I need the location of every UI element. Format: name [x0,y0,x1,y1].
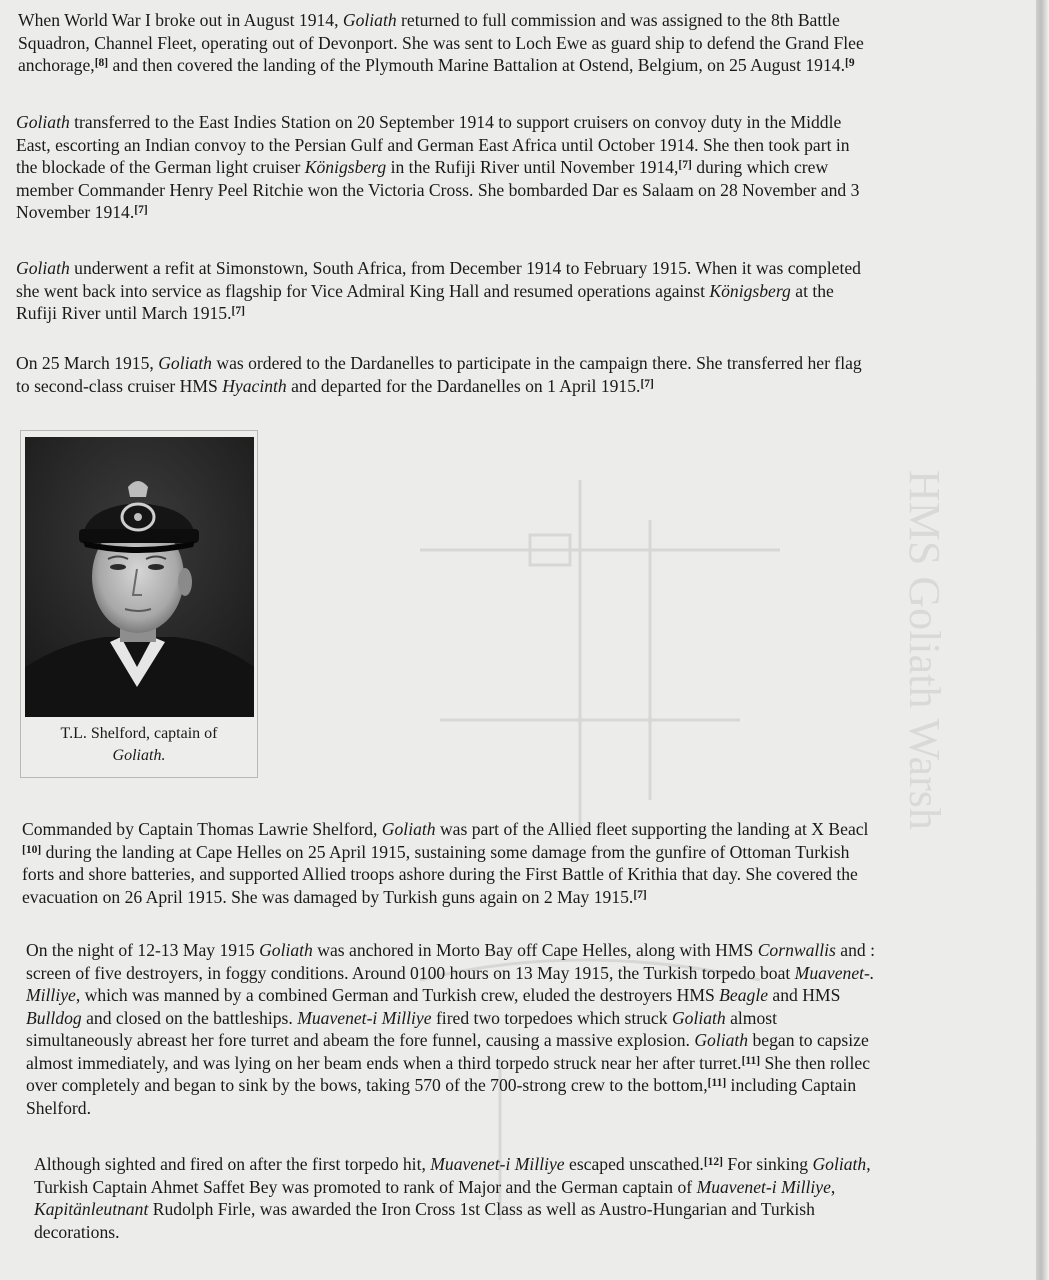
ship-name: Hyacinth [222,375,287,396]
paragraph-6-line-1: On the night of 12-13 May 1915 Goliath was anchored in Morto Bay off Cape Helles, along with HMS Cornwallis and : [26,940,875,960]
portrait-figure [20,430,258,778]
paragraph-6-line-6: almost immediately, and was lying on her beam ends when a third torpedo struck near her after turret.[11] She then rollec [26,1052,871,1073]
citation-link[interactable]: [11] [741,1054,761,1067]
paragraph-6-line-3: Milliye, which was manned by a combined German and Turkish crew, eluded the destroyers HMS Beagle and HMS [26,985,841,1005]
citation-link[interactable]: [7] [231,305,245,317]
portrait-photo [25,437,254,717]
citation-link[interactable]: [12] [703,1156,724,1168]
citation-link[interactable]: [7] [640,377,654,390]
ship-name: Goliath [342,10,397,30]
paragraph-6-line-8: Shelford. [26,1097,91,1118]
citation-link[interactable]: [7] [633,888,647,901]
ship-name: Cornwallis [757,940,836,960]
paragraph-5-line-4: evacuation on 26 April 1915. She was damaged by Turkish guns again on 2 May 1915.[7] [22,886,647,907]
ship-name: Beagle [719,985,769,1005]
paragraph-5-line-1: Commanded by Captain Thomas Lawrie Shelford, Goliath was part of the Allied fleet supporting the landing at X Beacl [22,819,869,839]
paragraph-6-line-4: Bulldog and closed on the battleships. Muavenet-i Milliye fired two torpedoes which struck Goliath almost [26,1007,778,1028]
paragraph-4-line-1: On 25 March 1915, Goliath was ordered to the Dardanelles to participate in the campaign there. She transferred her flag [16,353,862,373]
ship-name: Goliath [381,819,436,839]
watermark-text: HMS Goliath Warsh [900,470,949,830]
citation-link[interactable]: [10] [22,843,42,856]
paragraph-7 [34,1153,1036,1243]
ship-name: Muavenet-i Milliye [430,1154,565,1174]
citation-link[interactable]: [7] [134,204,148,216]
paragraph-1-line-3: anchorage,[8] and then covered the landing of the Plymouth Marine Battalion at Ostend, Belgium, on 25 August 1914.$^{[9}$ [18,55,855,75]
ship-name: Goliath [259,940,313,960]
paragraph-5-line-2: [10] during the landing at Cape Helles on 25 April 1915, sustaining some damage from the gunfire of Ottoman Turkish [22,841,850,862]
paragraph-6-line-7: over completely and began to sink by the bows, taking 570 of the 700-strong crew to the bottom,[11] including Captain [26,1075,857,1095]
ship-name: Muavenet-. [794,962,875,983]
citation-link[interactable]: [11] [707,1077,727,1089]
ship-name: Goliath [16,112,70,132]
paragraph-3-line-3: Rufiji River until March 1915.[7] [16,303,245,323]
paragraph-3-line-1: Goliath underwent a refit at Simonstown, South Africa, from December 1914 to February 1915. When it was completed [16,258,861,278]
paragraph-5 [22,818,1036,908]
ship-name: Bulldog [26,1007,82,1028]
ship-name: Königsberg [304,157,387,177]
ship-name: Goliath [158,353,212,373]
ship-name: Goliath [16,258,70,278]
rank-title: Kapitänleutnant [34,1199,149,1219]
paragraph-2-line-1: Goliath transferred to the East Indies Station on 20 September 1914 to support cruisers on convoy duty in the Middle [16,112,842,132]
caption-line-2: Goliath. [112,747,166,764]
ship-name: Muavenet-i Milliye [297,1007,432,1028]
figure-caption [21,723,257,767]
paragraph-2 [16,111,1036,224]
paragraph-7-line-2: Turkish Captain Ahmet Saffet Bey was promoted to rank of Major and the German captain of Muavenet-i Milliye, [34,1176,836,1197]
ship-name: Königsberg [709,280,791,301]
paragraph-6-line-5: simultaneously abreast her fore turret and abeam the fore funnel, causing a massive explosion. Goliath began to capsize [26,1030,869,1050]
paragraph-7-line-3: Kapitänleutnant Rudolph Firle, was awarded the Iron Cross 1st Class as well as Austro-Hungarian and Turkish [34,1199,815,1219]
paragraph-5-line-3: forts and shore batteries, and supported Allied troops ashore during the First Battle of Krithia that day. She covered the [22,864,858,884]
ship-name: Muavenet-i Milliye [696,1176,831,1197]
paragraph-1-line-1: When World War I broke out in August 1914, Goliath returned to full commission and was assigned to the 8th Battle [18,10,840,30]
paragraph-2-line-5: November 1914.[7] [16,202,148,222]
citation-link[interactable]: [9 [844,57,855,69]
paragraph-7-line-1: Although sighted and fired on after the first torpedo hit, Muavenet-i Milliye escaped unscathed.[12] For sinking Goliath, [34,1154,871,1174]
paragraph-6 [26,939,1036,1119]
paragraph-3 [16,257,1036,325]
ship-name: Goliath [671,1007,726,1028]
paragraph-7-line-4: decorations. [34,1221,120,1242]
ship-name: Goliath [812,1154,867,1174]
ship-name: Goliath [694,1030,749,1050]
citation-link[interactable]: [7] [678,159,692,171]
paragraph-3-line-2: she went back into service as flagship for Vice Admiral King Hall and resumed operations against Königsberg at the [16,280,834,301]
paragraph-4-line-2: to second-class cruiser HMS Hyacinth and departed for the Dardanelles on 1 April 1915.[7] [16,375,654,396]
ship-name: Milliye [26,985,76,1005]
paragraph-6-line-2: screen of five destroyers, in foggy conditions. Around 0100 hours on 13 May 1915, the Turkish torpedo boat Muavenet-. [26,962,875,983]
paragraph-4 [16,352,1036,397]
page-edge [1036,0,1049,1280]
paragraph-2-line-3: the blockade of the German light cruiser Königsberg in the Rufiji River until November 1914,[7] during which crew [16,157,829,177]
caption-line-1: T.L. Shelford, captain of [60,725,218,742]
citation-link[interactable]: [8] [94,57,109,69]
paragraph-2-line-2: East, escorting an Indian convoy to the Persian Gulf and German East Africa until October 1914. She then took part in [16,134,850,155]
paragraph-1 [18,9,1036,77]
paragraph-2-line-4: member Commander Henry Peel Ritchie won the Victoria Cross. She bombarded Dar es Salaam on 28 November and 3 [16,179,860,200]
paragraph-1-line-2: Squadron, Channel Fleet, operating out of Devonport. She was sent to Loch Ewe as guard ship to defend the Grand Flee [18,32,864,53]
